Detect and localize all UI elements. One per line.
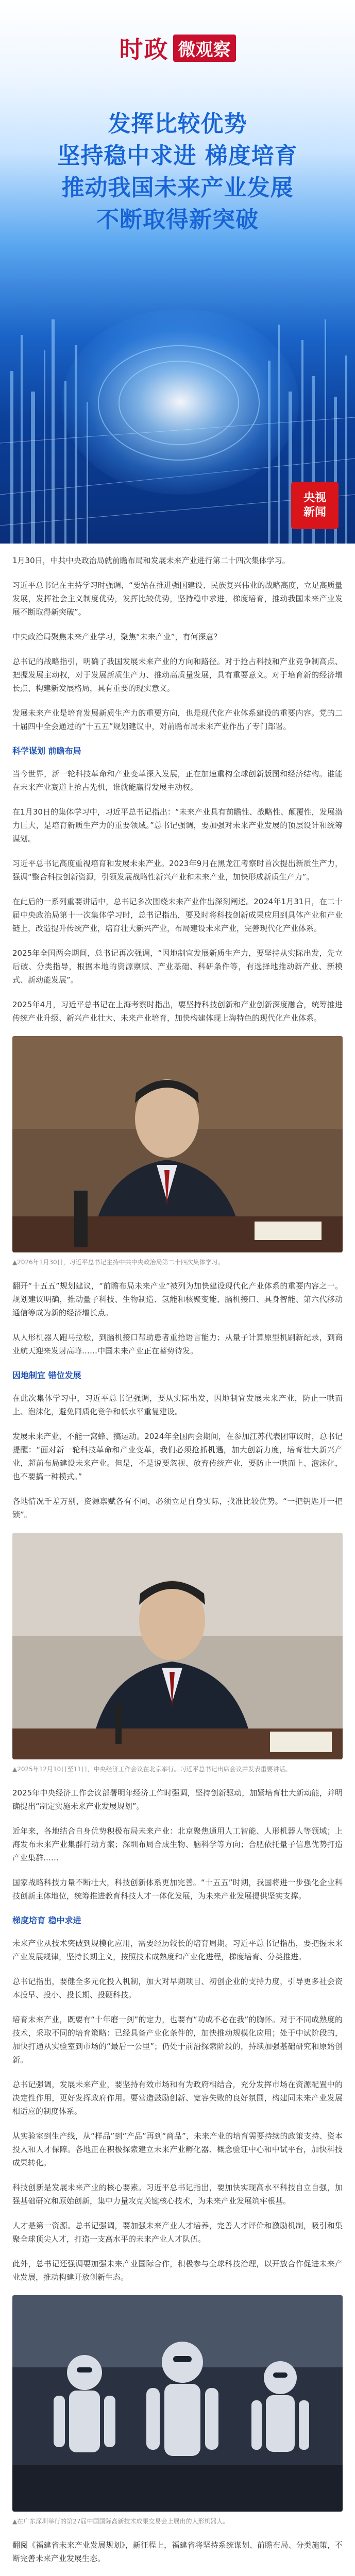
article-body <box>12 554 343 2576</box>
paragraph: 翻开“十五五”规划建议，“前瞻布局未来产业”被列为加快建设现代化产业体系的重要内容之一。规划建议明确，推动量子科技、生物制造、氢能和核聚变能、脑机接口、具身智能、第六代移动通信等成为新的经济增长点。 <box>12 1281 343 1317</box>
paragraph: 2025年中央经济工作会议部署明年经济工作时强调，坚持创新驱动，加紧培育壮大新动能，并明确提出“制定实施未来产业发展规划”。 <box>12 1788 343 1811</box>
logo-text: 新闻 <box>303 506 326 519</box>
paragraph: 在1月30日的集体学习中，习近平总书记指出：“未来产业具有前瞻性、战略性、颠覆性，发展潜力巨大，是培育新质生产力的重要领域。”总书记强调，要加强对未来产业发展的顶层设计和统筹谋划。 <box>12 807 343 843</box>
photo-economic-work-conference <box>12 1533 343 1759</box>
paragraph: 发展未来产业是培育发展新质生产力的重要方向，也是现代化产业体系建设的重要内容。党的二十届四中全会通过的“十五五”规划建议中，对前瞻布局未来产业作出了专门部署。 <box>12 708 343 731</box>
paragraph: 此外，总书记还强调要加强未来产业国际合作，积极参与全球科技治理，以开放合作促进未来产业发展，推动构建开放创新生态。 <box>12 2259 343 2282</box>
hero-title-line: 坚持稳中求进 梯度培育 <box>57 143 298 169</box>
hero-title-line: 发挥比较优势 <box>108 111 247 137</box>
brand-shizheng: 时政 <box>119 36 169 63</box>
hero-ring <box>98 345 260 461</box>
hero-title-line: 不断取得新突破 <box>96 207 259 233</box>
section-heading: 因地制宜 错位发展 <box>12 1370 81 1380</box>
paragraph: 国家战略科技力量不断壮大，科技创新体系更加完善。“十五五”时期，我国将进一步强化企业科技创新主体地位，统筹推进教育科技人才一体化发展，为未来产业发展提供坚实支撑。 <box>12 1878 343 1901</box>
logo-text: 央视 <box>303 492 326 504</box>
photo-study-session <box>12 1036 343 1252</box>
paragraph: 当今世界，新一轮科技革命和产业变革深入发展，正在加速重构全球创新版图和经济结构。谁能在未来产业赛道上抢占先机，谁就能赢得发展主动权。 <box>12 769 343 792</box>
paragraph: 总书记指出，要健全多元化投入机制，加大对早期项目、初创企业的支持力度，引导更多社会资本投早、投小、投长期、投硬科技。 <box>12 1977 343 1999</box>
paragraph: 1月30日，中共中央政治局就前瞻布局和发展未来产业进行第二十四次集体学习。 <box>12 556 290 565</box>
section-heading: 梯度培育 稳中求进 <box>12 1916 81 1925</box>
paragraph: 科技创新是发展未来产业的核心要素。习近平总书记指出，要加快实现高水平科技自立自强，加强基础研究和原始创新，集中力量攻克关键核心技术，为未来产业发展筑牢根基。 <box>12 2183 343 2206</box>
paragraph: 培育未来产业，既要有“十年磨一剑”的定力，也要有“功成不必在我”的胸怀。对于不同成熟度的技术，采取不同的培育策略：已经具备产业化条件的，加快推动规模化应用；处于中试阶段的，加快打通从实验室到市场的“最后一公里”；仍处于前沿探索阶段的，持续加强基础研究和原始创新。 <box>12 2015 343 2064</box>
section-heading: 科学谋划 前瞻布局 <box>12 746 81 756</box>
paragraph: 2025年4月，习近平总书记在上海考察时指出，要坚持科技创新和产业创新深度融合，统筹推进传统产业升级、新兴产业壮大、未来产业培育，加快构建体现上海特色的现代化产业体系。 <box>12 1000 343 1023</box>
paragraph: 从实验室到生产线，从“样品”到“产品”再到“商品”，未来产业的培育需要持续的政策支持、资本投入和人才保障。各地正在积极探索建立未来产业孵化器、概念验证中心和中试平台，加快科技成果转化。 <box>12 2131 343 2167</box>
paragraph: 习近平总书记高度重视培育和发展未来产业。2023年9月在黑龙江考察时首次提出新质生产力，强调“整合科技创新资源，引领发展战略性新兴产业和未来产业，加快形成新质生产力”。 <box>12 859 343 882</box>
hero-banner <box>0 0 355 544</box>
robot-illustration <box>12 2295 343 2512</box>
column-brand <box>0 31 355 65</box>
photo-caption: ▲在广东深圳举行的第27届中国国际高新技术成果交易会上展出的人形机器人。 <box>12 2518 229 2525</box>
paragraph: 总书记的战略指引，明确了我国发展未来产业的方向和路径。对于抢占科技和产业竞争制高点、把握发展主动权，对于发展新质生产力、推动高质量发展，具有重要意义。对于培育新的经济增长点、构建新发展格局，具有重要的现实意义。 <box>12 657 343 693</box>
brand-weiguancha: 微观察 <box>173 35 236 62</box>
paragraph: 从人形机器人跑马拉松，到脑机接口帮助患者重拾语言能力；从量子计算原型机刷新纪录，到商业航天迎来发射高峰……中国未来产业正在蓄势待发。 <box>12 1333 343 1355</box>
paragraph: 2025年全国两会期间，总书记再次强调，“因地制宜发展新质生产力，要坚持从实际出发，先立后破、分类指导，根据本地的资源禀赋、产业基础、科研条件等，有选择地推动新产业、新模式、新动能发展”。 <box>12 948 343 985</box>
paragraph: 发展未来产业，不能一窝蜂、搞运动。2024年全国两会期间，在参加江苏代表团审议时，总书记提醒：“面对新一轮科技革命和产业变革，我们必须抢抓机遇，加大创新力度，培育壮大新兴产业，超前布局建设未来产业。但是，不是说要忽视、放弃传统产业，要防止一哄而上、泡沫化，也不要搞一种模式。” <box>12 1432 343 1481</box>
portrait-illustration <box>12 1036 343 1252</box>
paragraph: 各地情况千差万别，资源禀赋各有不同，必须立足自身实际，找准比较优势。“一把钥匙开一把锁”。 <box>12 1497 343 1519</box>
paragraph: 翻阅《福建省未来产业发展规划》，新征程上，福建省将坚持系统谋划、前瞻布局、分类施策，不断完善未来产业发展生态。 <box>12 2540 343 2563</box>
photo-humanoid-robots <box>12 2295 343 2512</box>
hero-title-line: 推动我国未来产业发展 <box>61 175 294 201</box>
hero-title <box>0 108 355 236</box>
paragraph: 在此后的一系列重要讲话中，总书记多次围绕未来产业作出深刻阐述。2024年1月31日，在二十届中央政治局第十一次集体学习时，总书记指出，要及时将科技创新成果应用到具体产业和产业链上，改造提升传统产业，培育壮大新兴产业，布局建设未来产业，完善现代化产业体系。 <box>12 897 343 933</box>
paragraph: 人才是第一资源。总书记强调，要加强未来产业人才培养，完善人才评价和激励机制，吸引和集聚全球顶尖人才，打造一支高水平的未来产业人才队伍。 <box>12 2221 343 2244</box>
photo-caption: ▲2026年1月30日，习近平总书记主持中共中央政治局第二十四次集体学习。 <box>12 1259 224 1266</box>
paragraph: 中央政治局聚焦未来产业学习，聚焦“未来产业”，有何深意？ <box>12 632 222 641</box>
cctv-news-logo <box>291 482 339 529</box>
paragraph: 习近平总书记在主持学习时强调，“要站在推进强国建设、民族复兴伟业的战略高度，立足高质量发展，发挥社会主义制度优势，发挥比较优势，坚持稳中求进，梯度培育，推动我国未来产业发展不断取得新突破”。 <box>12 581 343 617</box>
paragraph: 近年来，各地结合自身优势积极布局未来产业：北京聚焦通用人工智能、人形机器人等领域；上海发布未来产业集群行动方案；深圳布局合成生物、脑科学等方向；合肥依托量子信息优势打造产业集群…… <box>12 1826 343 1862</box>
paragraph: 在此次集体学习中，习近平总书记强调，要从实际出发，因地制宜发展未来产业，防止一哄而上、泡沫化，避免同质化竞争和低水平重复建设。 <box>12 1394 343 1416</box>
photo-caption: ▲2025年12月10日至11日，中央经济工作会议在北京举行。习近平总书记出席会议并发表重要讲话。 <box>12 1766 292 1773</box>
portrait-illustration <box>12 1533 343 1759</box>
paragraph: 总书记强调，发展未来产业，要坚持有效市场和有为政府相结合，充分发挥市场在资源配置中的决定性作用，更好发挥政府作用。要营造鼓励创新、宽容失败的良好氛围，构建同未来产业发展相适应的制度体系。 <box>12 2080 343 2116</box>
paragraph: 未来产业从技术突破到规模化应用，需要经历较长的培育周期。习近平总书记指出，要把握未来产业发展规律，坚持长期主义，按照技术成熟度和产业化进程，梯度培育、分类推进。 <box>12 1939 343 1961</box>
